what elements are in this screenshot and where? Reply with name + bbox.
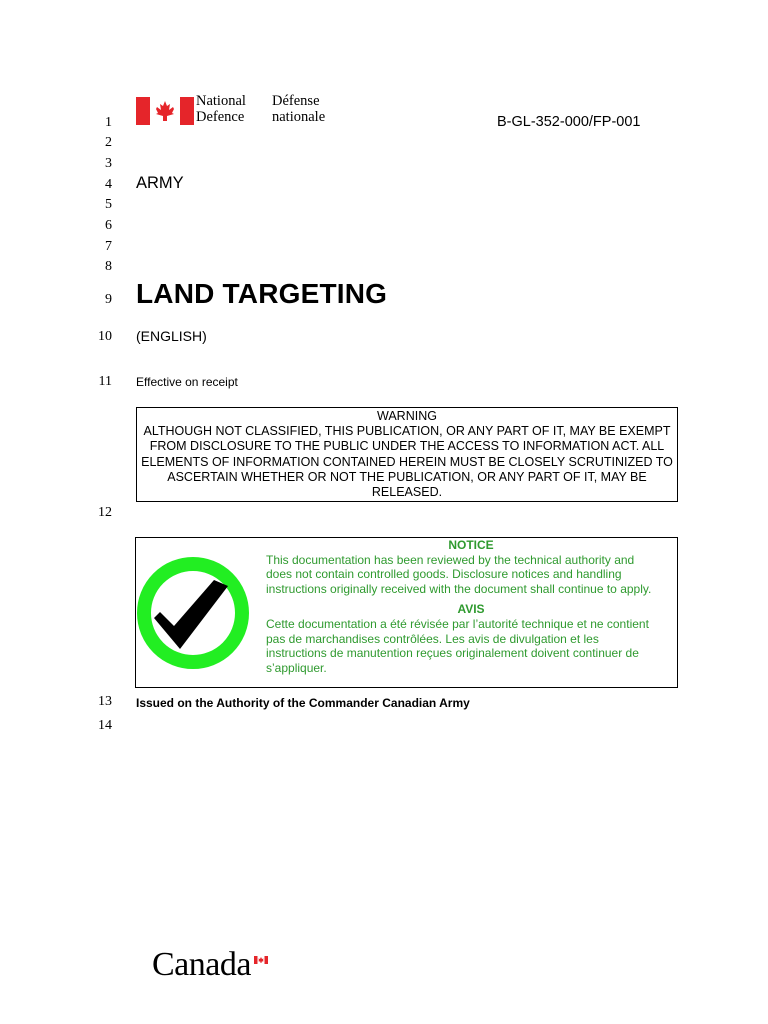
line-number-9: 9 [105, 292, 112, 307]
warning-line: ALTHOUGH NOT CLASSIFIED, THIS PUBLICATION, OR ANY PART OF IT, MAY BE EXEMPT [143, 424, 671, 439]
notice-box [135, 537, 678, 688]
line-number-12: 12 [98, 505, 112, 520]
canada-wordmark: Canada [152, 946, 251, 983]
avis-line: pas de marchandises contrôlées. Les avis de divulgation et les [266, 631, 599, 646]
notice-line: instructions originally received with the document shall continue to apply. [266, 581, 652, 596]
line-number-10: 10 [98, 329, 112, 344]
effective-date: Effective on receipt [136, 375, 238, 389]
warning-heading: WARNING [377, 409, 437, 423]
avis-line: s’appliquer. [266, 660, 327, 675]
avis-heading: AVIS [457, 602, 485, 617]
line-number-8: 8 [105, 259, 112, 274]
checkmark-icon [136, 552, 256, 677]
document-number: B-GL-352-000/FP-001 [497, 114, 641, 130]
avis-line: instructions de manutention reçues originalement doivent continuer de [266, 646, 639, 661]
warning-line: ELEMENTS OF INFORMATION CONTAINED HEREIN MUST BE CLOSELY SCRUTINIZED TO [141, 454, 673, 469]
line-number-11: 11 [98, 374, 112, 389]
line-number-5: 5 [105, 197, 112, 212]
dept-french-line2: nationale [272, 109, 326, 125]
line-number-3: 3 [105, 156, 112, 171]
line-number-14: 14 [98, 718, 112, 733]
line-number-7: 7 [105, 239, 112, 254]
warning-line: FROM DISCLOSURE TO THE PUBLIC UNDER THE ACCESS TO INFORMATION ACT. ALL [149, 439, 665, 454]
notice-line: This documentation has been reviewed by the technical authority and [266, 552, 635, 567]
notice-line: does not contain controlled goods. Disclosure notices and handling [266, 567, 622, 582]
line-number-13: 13 [98, 694, 112, 709]
line-number-2: 2 [105, 135, 112, 150]
line-number-1: 1 [105, 115, 112, 130]
notice-text [266, 538, 676, 675]
dept-french-line1: Défense [272, 93, 320, 109]
army-label: ARMY [136, 174, 184, 192]
language-label: (ENGLISH) [136, 328, 207, 344]
issued-authority: Issued on the Authority of the Commander Canadian Army [136, 696, 470, 710]
wordmark-flag-icon [254, 951, 268, 969]
dept-english-line1: National [196, 93, 246, 109]
line-number-4: 4 [105, 177, 112, 192]
canada-flag-icon [136, 97, 194, 125]
notice-heading: NOTICE [448, 538, 494, 552]
line-number-6: 6 [105, 218, 112, 233]
department-signature [196, 93, 325, 125]
page-title: LAND TARGETING [136, 278, 388, 309]
warning-line: ASCERTAIN WHETHER OR NOT THE PUBLICATION, OR ANY PART OF IT, MAY BE [167, 469, 647, 484]
avis-line: Cette documentation a été révisée par l’autorité technique et ne contient [266, 616, 649, 631]
warning-box [136, 407, 678, 502]
dept-english-line2: Defence [196, 109, 245, 125]
warning-line: RELEASED. [371, 485, 443, 500]
